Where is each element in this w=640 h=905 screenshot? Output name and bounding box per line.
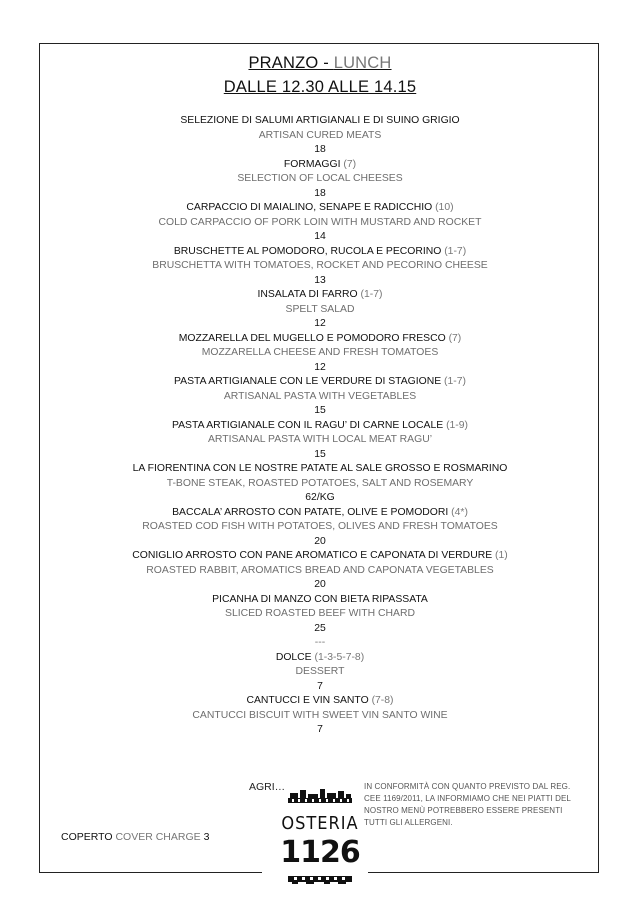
- dish-price: 18: [314, 187, 326, 199]
- dish-price: 20: [314, 535, 326, 547]
- dish-english: COLD CARPACCIO OF PORK LOIN WITH MUSTARD AND ROCKET: [158, 216, 482, 228]
- dish-price: 18: [314, 144, 326, 155]
- dish-name: [0, 694, 640, 709]
- dish-name: [0, 651, 640, 666]
- dish-name: [0, 158, 640, 173]
- dish-italian: PASTA ARTIGIANALE CON LE VERDURE DI STAGIONE: [174, 376, 442, 387]
- logo-number: 1126: [280, 835, 360, 870]
- dish-name: [0, 593, 640, 608]
- dish-allergens: (7): [343, 158, 357, 170]
- dish-price: 7: [317, 680, 323, 692]
- dish-price: 14: [314, 231, 326, 242]
- cover-charge-price: 3: [203, 831, 210, 843]
- dish-italian: PASTA ARTIGIANALE CON IL RAGU’ DI CARNE LOCALE: [171, 419, 444, 431]
- dish-italian: PICANHA DI MANZO CON BIETA RIPASSATA: [212, 593, 428, 605]
- dish-allergens: (7): [448, 332, 462, 344]
- dish-allergens: (1): [495, 550, 508, 561]
- dish-english: T-BONE STEAK, ROASTED POTATOES, SALT AND ROSEMARY: [166, 477, 474, 489]
- dish-italian: MOZZARELLA DEL MUGELLO E POMODORO FRESCO: [178, 332, 446, 344]
- dish-allergens: (1-9): [446, 419, 469, 431]
- dish-italian: INSALATA DI FARRO: [257, 289, 358, 300]
- dish-price: 12: [314, 361, 326, 373]
- logo-word: OSTERIA: [281, 813, 359, 834]
- dish-italian: BACCALA’ ARROSTO CON PATATE, OLIVE E POMODORI: [172, 506, 449, 518]
- dish-name: [0, 462, 640, 477]
- agri-label: AGRI…: [249, 781, 286, 793]
- osteria-logo: [278, 783, 362, 895]
- dish-name: [0, 201, 640, 216]
- dish-allergens: (4*): [451, 506, 468, 518]
- dish-price: 12: [314, 318, 326, 329]
- dish-price: 25: [314, 622, 326, 634]
- dish-price: 13: [314, 274, 326, 286]
- cover-charge: [61, 831, 209, 843]
- dish-name: [0, 506, 640, 521]
- dish-english: SELECTION OF LOCAL CHEESES: [237, 173, 403, 184]
- service-hours: DALLE 12.30 ALLE 14.15: [223, 78, 417, 96]
- menu-title: [0, 54, 640, 73]
- dish-name: [0, 245, 640, 260]
- dish-allergens: (10): [435, 202, 454, 213]
- dish-price: 62/KG: [305, 492, 335, 503]
- dish-allergens: (1-7): [360, 289, 383, 300]
- dish-allergens: (7-8): [371, 695, 394, 706]
- dish-price: 7: [317, 724, 323, 735]
- dish-price: 15: [314, 448, 326, 460]
- dish-allergens: (1-7): [444, 376, 466, 387]
- section-separator: ---: [314, 637, 326, 648]
- dish-italian: CONIGLIO ARROSTO CON PANE AROMATICO E CAPONATA DI VERDURE: [132, 550, 493, 561]
- dish-name: [0, 375, 640, 390]
- dish-name: [0, 114, 640, 129]
- title-english: LUNCH: [333, 54, 392, 72]
- dish-italian: LA FIORENTINA CON LE NOSTRE PATATE AL SALE GROSSO E ROSMARINO: [132, 463, 508, 474]
- dish-name: [0, 549, 640, 564]
- dish-english: MOZZARELLA CHEESE AND FRESH TOMATOES: [201, 347, 439, 358]
- dish-italian: CARPACCIO DI MAIALINO, SENAPE E RADICCHIO: [186, 202, 433, 213]
- dish-english: ROASTED COD FISH WITH POTATOES, OLIVES AND FRESH TOMATOES: [142, 521, 498, 532]
- dish-english: SLICED ROASTED BEEF WITH CHARD: [225, 608, 415, 619]
- dish-english: SPELT SALAD: [285, 303, 355, 315]
- allergen-notice: IN CONFORMITÀ CON QUANTO PREVISTO DAL REG. CEE 1169/2011, LA INFORMIAMO CHE NEI PIATTI DEL NOSTRO MENÙ POTREBBERO ESSERE PRESENTI TUTTI GLI ALLERGENI.: [364, 782, 571, 827]
- title-italian: PRANZO -: [248, 54, 334, 72]
- dish-name: [0, 419, 640, 434]
- dish-english: DESSERT: [295, 666, 345, 677]
- dish-italian: CANTUCCI E VIN SANTO: [246, 695, 369, 706]
- menu-list: [0, 114, 640, 738]
- dish-name: [0, 332, 640, 347]
- dish-price: 20: [314, 579, 326, 590]
- dish-name: [0, 288, 640, 303]
- cover-charge-english: COVER CHARGE: [115, 831, 201, 843]
- dish-allergens: (1-7): [444, 245, 467, 257]
- dish-italian: DOLCE: [275, 651, 312, 663]
- dish-allergens: (1-3-5-7-8): [314, 651, 365, 663]
- dish-english: ARTISANAL PASTA WITH LOCAL MEAT RAGU’: [207, 434, 433, 445]
- dish-price: 15: [314, 405, 326, 416]
- dish-italian: SELEZIONE DI SALUMI ARTIGIANALI E DI SUINO GRIGIO: [180, 115, 460, 126]
- cover-charge-italian: COPERTO: [61, 831, 113, 843]
- dish-english: ARTISANAL PASTA WITH VEGETABLES: [223, 390, 417, 402]
- dish-english: ARTISAN CURED MEATS: [258, 129, 382, 141]
- dish-english: CANTUCCI BISCUIT WITH SWEET VIN SANTO WINE: [192, 709, 448, 721]
- dish-english: BRUSCHETTA WITH TOMATOES, ROCKET AND PECORINO CHEESE: [152, 260, 488, 271]
- dish-italian: BRUSCHETTE AL POMODORO, RUCOLA E PECORINO: [173, 245, 442, 257]
- dish-italian: FORMAGGI: [283, 158, 341, 170]
- dish-english: ROASTED RABBIT, AROMATICS BREAD AND CAPONATA VEGETABLES: [146, 564, 494, 576]
